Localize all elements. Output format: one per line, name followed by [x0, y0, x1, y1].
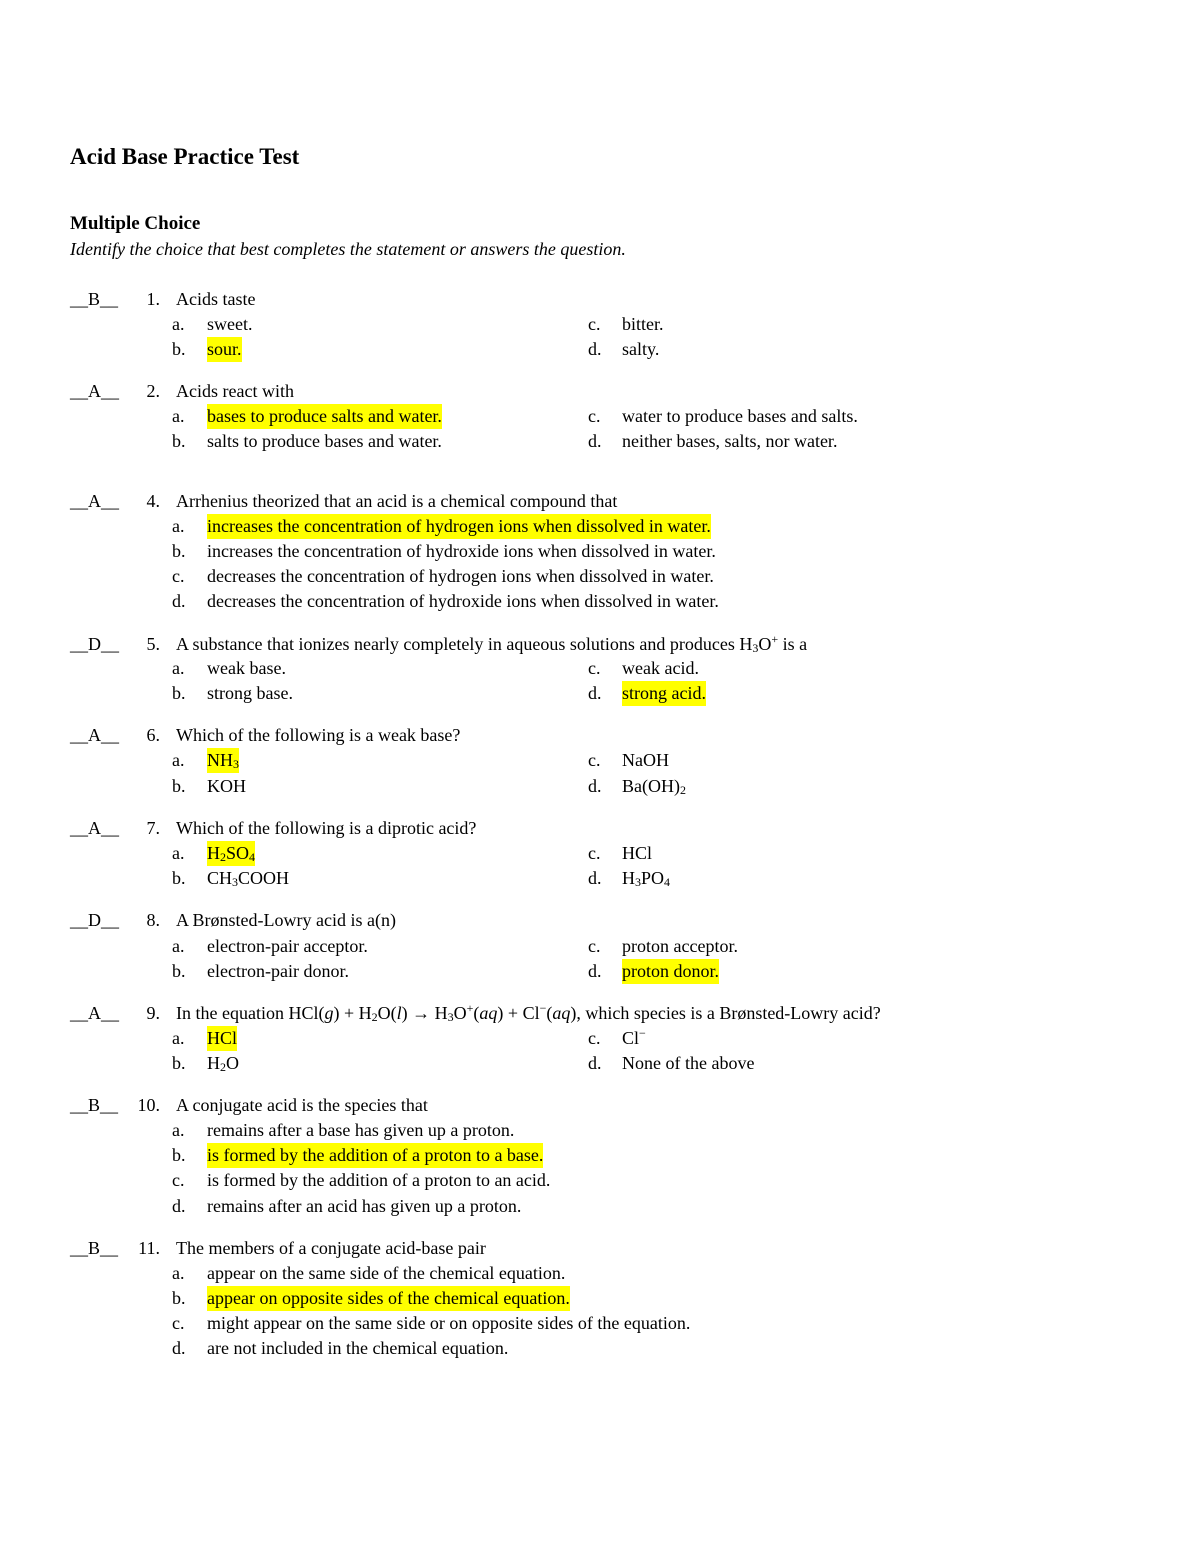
state-symbol: aq: [479, 1003, 498, 1023]
question-stem: [176, 632, 807, 657]
stem-text: O: [758, 634, 772, 654]
option-b: [207, 866, 289, 891]
question-number: 10.: [137, 1095, 160, 1115]
option-letter-a: a.: [172, 406, 185, 426]
stem-text: O: [453, 1003, 467, 1023]
option-letter-d: d.: [588, 1053, 602, 1073]
option-b: electron-pair donor.: [207, 961, 349, 981]
option-letter-b: b.: [172, 683, 186, 703]
option-b-highlighted: sour.: [207, 337, 242, 362]
option-letter-c: c.: [172, 566, 185, 586]
option-letter-c: c.: [172, 1313, 185, 1333]
answer-blank: __B__: [70, 289, 119, 309]
option-c: might appear on the same side or on opposite sides of the equation.: [207, 1313, 691, 1333]
option-d-highlighted: strong acid.: [622, 681, 706, 706]
superscript: +: [771, 632, 779, 646]
option-letter-a: a.: [172, 750, 185, 770]
question-number: 2.: [146, 381, 160, 401]
option-d: are not included in the chemical equation.: [207, 1338, 509, 1358]
question-stem: Acids react with: [176, 381, 294, 401]
option-c: decreases the concentration of hydrogen ions when dissolved in water.: [207, 566, 714, 586]
stem-text: A substance that ionizes nearly completely in aqueous solutions and produces H: [176, 634, 753, 654]
formula-text: H: [622, 868, 635, 888]
option-d: decreases the concentration of hydroxide ions when dissolved in water.: [207, 591, 719, 611]
stem-text: ), which species is a Brønsted-Lowry acid?: [570, 1003, 881, 1023]
option-letter-c: c.: [588, 750, 601, 770]
subscript: 3: [232, 875, 239, 889]
question-number: 11.: [138, 1238, 160, 1258]
option-c: proton acceptor.: [622, 936, 738, 956]
answer-blank: __B__: [70, 1095, 119, 1115]
option-letter-c: c.: [588, 314, 601, 334]
option-letter-d: d.: [588, 868, 602, 888]
stem-text: O(: [377, 1003, 397, 1023]
option-b: increases the concentration of hydroxide ions when dissolved in water.: [207, 541, 716, 561]
option-letter-d: d.: [172, 1196, 186, 1216]
option-letter-d: d.: [588, 431, 602, 451]
option-letter-a: a.: [172, 1120, 185, 1140]
answer-blank: __D__: [70, 634, 119, 654]
option-b: KOH: [207, 776, 246, 796]
subscript: 3: [233, 757, 239, 771]
option-b: salts to produce bases and water.: [207, 431, 442, 451]
option-a: electron-pair acceptor.: [207, 936, 368, 956]
question-number: 8.: [146, 910, 160, 930]
option-letter-b: b.: [172, 1288, 186, 1308]
option-letter-b: b.: [172, 776, 186, 796]
question-stem: Arrhenius theorized that an acid is a chemical compound that: [176, 491, 618, 511]
option-a: weak base.: [207, 658, 286, 678]
option-c: HCl: [622, 843, 653, 863]
option-d-highlighted: proton donor.: [622, 959, 719, 984]
question-stem: Which of the following is a weak base?: [176, 725, 461, 745]
question-stem: The members of a conjugate acid-base pair: [176, 1238, 486, 1258]
question-number: 7.: [146, 818, 160, 838]
option-letter-a: a.: [172, 1028, 185, 1048]
formula-text: H: [207, 843, 220, 863]
answer-blank: __D__: [70, 910, 119, 930]
state-symbol: g: [324, 1003, 334, 1023]
question-number: 1.: [146, 289, 160, 309]
subscript: 2: [220, 1060, 226, 1074]
option-d: [622, 774, 686, 799]
option-d: neither bases, salts, nor water.: [622, 431, 838, 451]
option-a-highlighted: increases the concentration of hydrogen ions when dissolved in water.: [207, 514, 711, 539]
subscript: 2: [679, 783, 686, 797]
section-instructions: Identify the choice that best completes the statement or answers the question.: [70, 239, 626, 259]
superscript: −: [539, 1001, 547, 1015]
option-letter-c: c.: [172, 1170, 185, 1190]
formula-text: COOH: [238, 868, 290, 888]
option-letter-c: c.: [588, 936, 601, 956]
option-b-highlighted: appear on opposite sides of the chemical equation.: [207, 1286, 570, 1311]
option-b: [207, 1051, 239, 1076]
stem-text: is a: [778, 634, 808, 654]
option-letter-c: c.: [588, 1028, 601, 1048]
subscript: 4: [249, 850, 256, 864]
formula-text: NH: [207, 750, 233, 770]
question-stem: [176, 1001, 881, 1026]
option-letter-d: d.: [588, 776, 602, 796]
subscript: 2: [371, 1010, 378, 1024]
subscript: 4: [664, 875, 671, 889]
option-c: weak acid.: [622, 658, 699, 678]
option-c: water to produce bases and salts.: [622, 406, 858, 426]
option-b: strong base.: [207, 683, 293, 703]
option-a: appear on the same side of the chemical equation.: [207, 1263, 566, 1283]
stem-text: ) + H: [333, 1003, 372, 1023]
stem-text: ) + Cl: [497, 1003, 540, 1023]
question-stem: A conjugate acid is the species that: [176, 1095, 428, 1115]
option-letter-a: a.: [172, 843, 185, 863]
option-letter-a: a.: [172, 1263, 185, 1283]
superscript: −: [639, 1026, 646, 1040]
option-letter-a: a.: [172, 314, 185, 334]
answer-blank: __A__: [70, 818, 119, 838]
option-letter-b: b.: [172, 961, 186, 981]
formula-text: Ba(OH): [622, 776, 680, 796]
option-letter-d: d.: [588, 683, 602, 703]
answer-blank: __A__: [70, 491, 119, 511]
question-stem: Which of the following is a diprotic acid?: [176, 818, 477, 838]
option-letter-d: d.: [172, 591, 186, 611]
option-c: [622, 1026, 646, 1051]
question-stem: Acids taste: [176, 289, 256, 309]
formula-text: PO: [641, 868, 665, 888]
option-a: sweet.: [207, 314, 253, 334]
option-letter-a: a.: [172, 658, 185, 678]
option-d: None of the above: [622, 1053, 755, 1073]
question-number: 5.: [146, 634, 160, 654]
question-number: 4.: [146, 491, 160, 511]
answer-blank: __A__: [70, 1003, 119, 1023]
option-a-highlighted: HCl: [207, 1026, 237, 1051]
option-letter-b: b.: [172, 541, 186, 561]
subscript: 3: [752, 641, 759, 655]
option-a: remains after a base has given up a proton.: [207, 1120, 515, 1140]
state-symbol: l: [396, 1003, 402, 1023]
option-d: salty.: [622, 339, 660, 359]
option-b-highlighted: is formed by the addition of a proton to a base.: [207, 1143, 543, 1168]
subscript: 3: [635, 875, 641, 889]
option-letter-d: d.: [172, 1338, 186, 1358]
subscript: 2: [220, 850, 226, 864]
option-d: remains after an acid has given up a proton.: [207, 1196, 522, 1216]
option-a-highlighted: [207, 841, 255, 866]
section-heading: Multiple Choice: [70, 213, 201, 234]
stem-text: (: [546, 1003, 553, 1023]
stem-text: (: [473, 1003, 480, 1023]
option-letter-b: b.: [172, 868, 186, 888]
stem-text: In the equation HCl(: [176, 1003, 325, 1023]
option-letter-d: d.: [588, 339, 602, 359]
formula-text: SO: [226, 843, 250, 863]
state-symbol: aq: [552, 1003, 571, 1023]
option-a-highlighted: [207, 748, 239, 773]
option-letter-b: b.: [172, 1145, 186, 1165]
option-a-highlighted: bases to produce salts and water.: [207, 404, 442, 429]
superscript: +: [466, 1001, 474, 1015]
option-letter-b: b.: [172, 1053, 186, 1073]
formula-text: H: [207, 1053, 220, 1073]
option-letter-a: a.: [172, 936, 185, 956]
formula-text: Cl: [622, 1028, 640, 1048]
option-letter-b: b.: [172, 339, 186, 359]
option-c: NaOH: [622, 750, 669, 770]
option-letter-b: b.: [172, 431, 186, 451]
option-letter-c: c.: [588, 658, 601, 678]
option-letter-a: a.: [172, 516, 185, 536]
answer-blank: __B__: [70, 1238, 119, 1258]
stem-text: ) → H: [401, 1003, 448, 1023]
option-d: [622, 866, 670, 891]
answer-blank: __A__: [70, 381, 119, 401]
page-title: Acid Base Practice Test: [70, 144, 300, 169]
question-number: 9.: [146, 1003, 160, 1023]
option-letter-c: c.: [588, 406, 601, 426]
option-letter-d: d.: [588, 961, 602, 981]
formula-text: O: [226, 1053, 239, 1073]
option-letter-c: c.: [588, 843, 601, 863]
option-c: bitter.: [622, 314, 664, 334]
question-stem: A Brønsted-Lowry acid is a(n): [176, 910, 396, 930]
option-c: is formed by the addition of a proton to an acid.: [207, 1170, 551, 1190]
subscript: 3: [447, 1010, 454, 1024]
question-number: 6.: [146, 725, 160, 745]
answer-blank: __A__: [70, 725, 119, 745]
formula-text: CH: [207, 868, 233, 888]
